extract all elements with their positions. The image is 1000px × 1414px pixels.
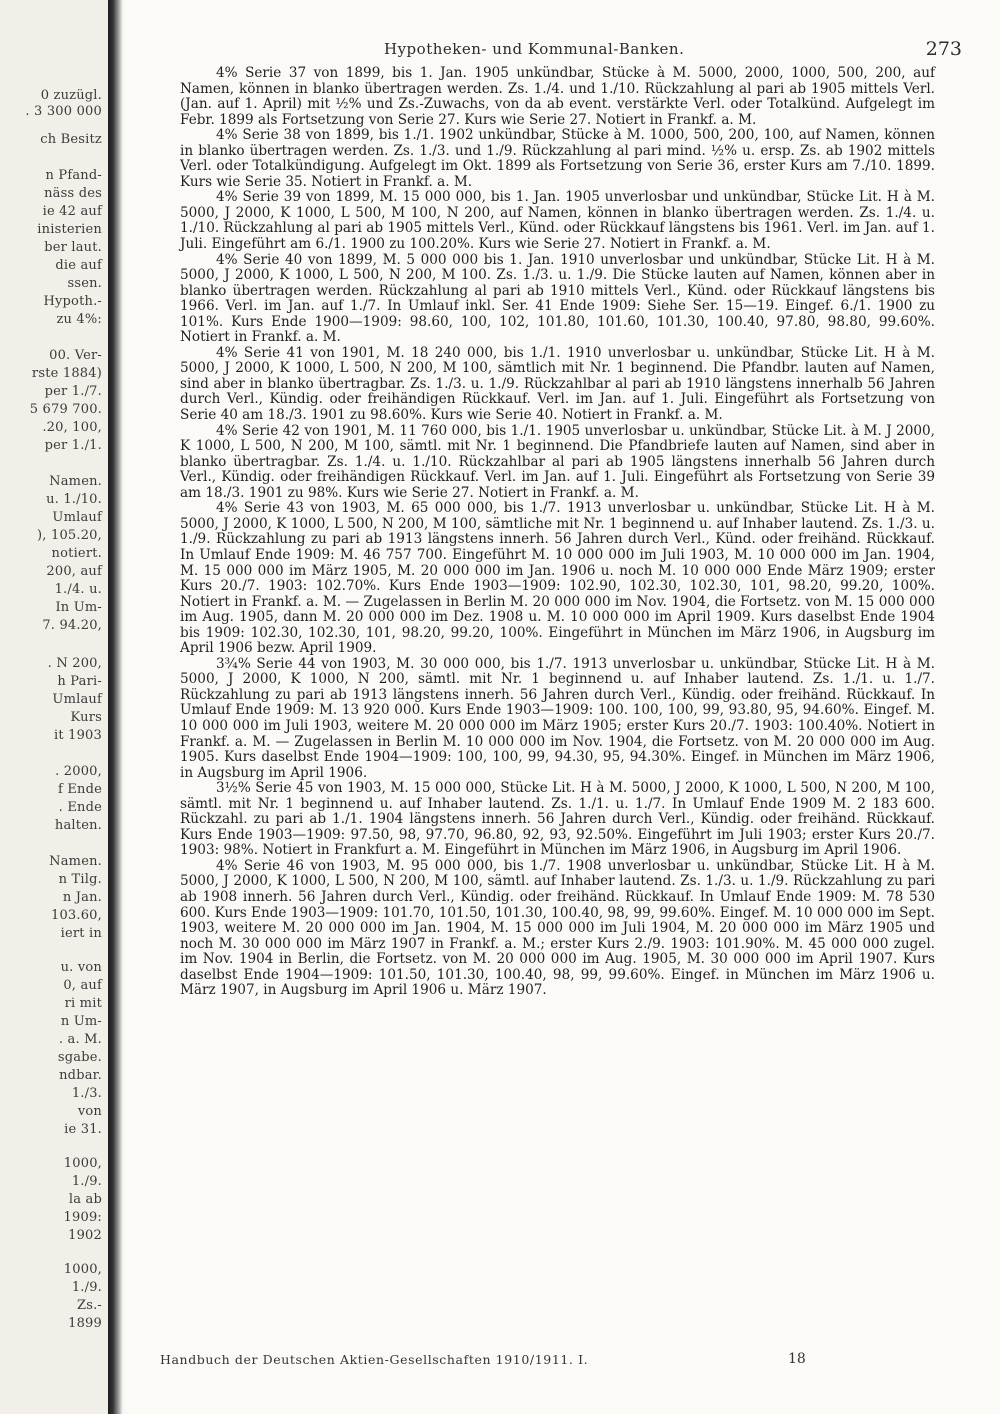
page-number: 273 [925,38,962,60]
margin-fragment: Hypoth.- [43,294,102,309]
entry-serie-46: 4% Serie 46 von 1903, M. 95 000 000, bis 1./7. 1908 unverlosbar u. unkündbar, Stücke Lit. H à M. 5000, J 2000, K 1000, L 500, N 200, M 100, sämtl. auf Inhaber lautend. Zs. 1./3. u. 1./9. Rückzahlung zu pari ab 1908 innerh. 56 Jahren durch Verl., Kündig. oder freihänd. Rückkauf. In Umlauf Ende 1909: M. 78 530 600. Kurs Ende 1903—1909: 101.70, 101.50, 101.30, 100.40, 98, 99, 99.60%. Eingef. M. 10 000 000 im Sept. 1903, weitere M. 20 000 000 im Jan. 1904, M. 15 000 000 im Juli 1904, M. 20 000 000 im März 1905 und noch M. 30 000 000 im März 1907 in Frankf. a. M.; erster Kurs 2./9. 1903: 101.90%. M. 45 000 000 zugel. im Nov. 1904 in Berlin, die Fortsetz. von M. 20 000 000 im Aug. 1905, M. 30 000 000 im April 1907. Kurs daselbst Ende 1904—1909: 101.50, 101.30, 100.40, 98, 99, 99.60%. Eingef. in München im März 1906 u. März 1907, in Augsburg im April 1906 u. März 1907. [180,857,935,999]
margin-fragment: 1000, [63,1156,102,1171]
margin-fragment: 1902 [68,1228,102,1243]
margin-fragment: zu 4%: [56,312,102,327]
margin-fragment: 0, auf [63,978,102,993]
margin-fragment: Namen. [49,854,102,869]
margin-fragment: Zs.- [76,1298,102,1313]
entry-serie-44: 3¾% Serie 44 von 1903, M. 30 000 000, bis 1./7. 1913 unverlosbar u. unkündbar, Stücke Lit. H à M. 5000, J 2000, K 1000, N 200, sämtl. mit Nr. 1 beginnend u. auf Inhaber lautend. Zs. 1./1. u. 1./7. Rückzahlung zu pari ab 1913 längstens innerh. 56 Jahren durch Verl., Kündig. oder freihänd. Rückkauf. In Umlauf Ende 1909: M. 13 920 000. Kurs Ende 1903—1909: 100. 100, 100, 99, 93.80, 95, 94.60%. Eingef. M. 10 000 000 im Juli 1903, weitere M. 20 000 000 im März 1905; erster Kurs 20./7. 1903: 100.40%. Notiert in Frankf. a. M. — Zugelassen in Berlin M. 10 000 000 im Nov. 1904, die Fortsetz. von M. 20 000 000 im Aug. 1905. Kurs daselbst Ende 1904—1909: 100, 100, 99, 94.30, 95, 94.30%. Eingef. in München im März 1906, in Augsburg im April 1906. [180,655,935,781]
margin-fragment: näss des [44,186,102,201]
page-header-title: Hypotheken- und Kommunal-Banken. [384,40,685,58]
margin-fragment: la ab [68,1192,102,1207]
margin-fragment: 1899 [68,1316,102,1331]
margin-fragment: Namen. [49,474,102,489]
margin-fragment: 00. Ver- [49,348,102,363]
margin-fragment: ber laut. [44,240,102,255]
margin-fragment: u. 1./10. [46,492,102,507]
margin-fragment: 1000, [63,1262,102,1277]
margin-fragment: n Tilg. [58,872,102,887]
previous-page-margin [0,0,108,1414]
margin-fragment: inisterien [37,222,102,237]
margin-fragment: Umlauf [52,692,102,707]
book-gutter [108,0,122,1414]
margin-fragment: . 2000, [55,764,102,779]
margin-fragment: 5 679 700. [29,402,102,417]
margin-fragment: . Ende [58,800,102,815]
margin-fragment: 103.60, [50,908,102,923]
margin-fragment: . a. M. [58,1032,102,1047]
margin-fragment: h Pari- [57,674,102,689]
margin-fragment: die auf [55,258,102,273]
entry-serie-38: 4% Serie 38 von 1899, bis 1./1. 1902 unkündbar, Stücke à M. 1000, 500, 200, 100, auf Namen, können in blanko übertragen werden. Zs. 1./3. und 1./9. Rückzahlung al pari mind. ½% u. ersp. Zs. ab 1902 mittels Verl. oder Totalkündigung. Aufgelegt im Okt. 1899 als Fortsetzung von Serie 36, erster Kurs am 7./10. 1899. Kurs wie Serie 35. Notiert in Frankf. a. M. [180,127,935,190]
margin-fragment: iert in [60,926,102,941]
margin-fragment: ie 42 auf [42,204,102,219]
margin-fragment: per 1./1. [44,438,102,453]
entry-serie-39: 4% Serie 39 von 1899, M. 15 000 000, bis 1. Jan. 1905 unverlosbar und unkündbar, Stücke Lit. H à M. 5000, J 2000, K 1000, L 500, M 100, N 200, auf Namen, können in blanko übertragen werden. Zs. 1./4. u. 1./10. Rückzahlung al pari ab 1905 mittels Verl., Künd. oder Rückkauf längstens bis 1961. Verl. im Jan. auf 1. Juli. Eingeführt am 6./1. 1900 zu 100.20%. Kurs wie Serie 27. Notiert in Frankf. a. M. [180,189,935,253]
margin-fragment: 0 zuzügl. [40,88,102,103]
margin-fragment: n Jan. [62,890,102,905]
entry-serie-37: 4% Serie 37 von 1899, bis 1. Jan. 1905 unkündbar, Stücke à M. 5000, 2000, 1000, 500, 200, auf Namen, können in blanko übertragen werden. Zs. 1./4. und 1./10. Rückzahlung al pari ab 1905 mittels Verl. (Jan. auf 1. April) mit ½% und Zs.-Zuwachs, von da ab event. verstärkte Verl. oder Totalkünd. Aufgelegt im Febr. 1899 als Fortsetzung von Serie 27. Kurs wie Serie 27. Notiert in Frankf. a. M. [180,65,935,128]
margin-fragment: sgabe. [57,1050,102,1065]
margin-fragment: 1909: [63,1210,102,1225]
margin-fragment: 1./3. [71,1086,102,1101]
margin-fragment: rste 1884) [31,366,102,381]
margin-fragment: 1./9. [71,1174,102,1189]
page-footer: Handbuch der Deutschen Aktien-Gesellschaften 1910/1911. I. [160,1352,589,1367]
margin-fragment: von [77,1104,102,1119]
main-text [180,66,935,999]
margin-fragment: halten. [54,818,102,833]
margin-fragment: Umlauf [52,510,102,525]
margin-fragment: ssen. [67,276,102,291]
margin-fragment: 200, auf [46,564,102,579]
signature-mark: 18 [788,1351,806,1367]
margin-fragment: notiert. [51,546,102,561]
margin-fragment: ndbar. [59,1068,102,1083]
margin-fragment: n Pfand- [45,168,102,183]
margin-fragment: ), 105.20, [37,528,102,543]
margin-fragment: per 1./7. [44,384,102,399]
margin-fragment: ch Besitz [40,132,102,147]
margin-fragment: it 1903 [54,728,102,743]
margin-fragment: f Ende [57,782,102,797]
margin-fragment: n Um- [60,1014,102,1029]
entry-serie-43: 4% Serie 43 von 1903, M. 65 000 000, bis 1./7. 1913 unverlosbar u. unkündbar, Stücke Lit. H à M. 5000, J 2000, K 1000, L 500, N 200, M 100, sämtliche mit Nr. 1 beginnend u. auf Inhaber lautend. Zs. 1./3. u. 1./9. Rückzahlung zu pari ab 1913 längstens innerh. 56 Jahren durch Verl., Künd. oder freihänd. Rückkauf. In Umlauf Ende 1909: M. 46 757 700. Eingeführt M. 10 000 000 im Juli 1903, M. 10 000 000 im Jan. 1904, M. 15 000 000 im März 1905, M. 20 000 000 im Jan. 1906 u. noch M. 10 000 000 Ende März 1909; erster Kurs 20./7. 1903: 102.70%. Kurs Ende 1903—1909: 102.90, 102.30, 102.30, 101, 98.20, 99.20, 100%. Notiert in Frankf. a. M. — Zugelassen in Berlin M. 20 000 000 im Nov. 1904, die Fortsetz. von M. 15 000 000 im Aug. 1905, dann M. 20 000 000 im Dez. 1908 u. M. 10 000 000 im April 1909. Kurs daselbst Ende 1904 bis 1909: 102.30, 102.30, 101, 98.20, 99.20, 100%. Eingeführt in München im März 1906, in Augsburg im April 1906 bezw. April 1909. [180,500,936,657]
margin-fragment: 7. 94.20, [42,618,102,633]
margin-fragment: . N 200, [47,656,102,671]
entry-serie-41: 4% Serie 41 von 1901, M. 18 240 000, bis 1./1. 1910 unverlosbar u. unkündbar, Stücke Lit. H à M. 5000, J 2000, K 1000, L 500, N 200, M 100, sämtlich mit Nr. 1 beginnend. Die Pfandbr. lauten auf Namen, sind aber in blanko übertragbar. Zs. 1./3. u. 1./9. Rückzahlbar al pari ab 1910 längstens innerhalb 56 Jahren durch Verl., Kündig. oder freihändigen Rückkauf. Verl. im Jan. auf 1. Juli. Eingeführt als Fortsetzung von Serie 40 am 18./3. 1901 zu 98.60%. Kurs wie Serie 40. Notiert in Frankf. a. M. [180,344,935,424]
margin-fragment: u. von [60,960,102,975]
margin-fragment: ie 31. [64,1122,102,1137]
margin-fragment: In Um- [55,600,102,615]
margin-fragment: 1./4. u. [54,582,102,597]
margin-fragment: . 3 300 000 [25,104,102,119]
margin-fragment: .20, 100, [42,420,102,435]
margin-fragment: Kurs [70,710,102,725]
entry-serie-40: 4% Serie 40 von 1899, M. 5 000 000 bis 1. Jan. 1910 unverlosbar und unkündbar, Stücke Lit. H à M. 5000, J 2000, K 1000, L 500, N 200, M 100. Zs. 1./3. u. 1./9. Die Stücke lauten auf Namen, können aber in blanko übertragen werden. Rückzahlung al pari ab 1910 mittels Verl., Künd. oder Rückkauf längstens bis 1966. Verl. im Jan. auf 1./7. In Umlauf inkl. Ser. 41 Ende 1909: Siehe Ser. 15—19. Eingef. 6./1. 1900 zu 101%. Kurs Ende 1900—1909: 98.60, 100, 102, 101.80, 101.60, 101.30, 100.40, 97.80, 98.80, 99.60%. Notiert in Frankf. a. M. [180,251,935,346]
margin-fragment: 1./9. [71,1280,102,1295]
entry-serie-42: 4% Serie 42 von 1901, M. 11 760 000, bis 1./1. 1905 unverlosbar u. unkündbar, Stücke Lit. à M. J 2000, K 1000, L 500, N 200, M 100, sämtl. mit Nr. 1 beginnend. Die Pfandbriefe lauten auf Namen, sind aber in blanko übertragbar. Zs. 1./4. u. 1./10. Rückzahlbar al pari ab 1905 längstens innerhalb 56 Jahren durch Verl., Kündig. oder freihändigen Rückkauf. Verl. im Jan. auf 1. Juli. Eingeführt als Fortsetzung von Serie 39 am 18./3. 1901 zu 98%. Kurs wie Serie 27. Notiert in Frankf. a. M. [180,422,935,501]
entry-serie-45: 3½% Serie 45 von 1903, M. 15 000 000, Stücke Lit. H à M. 5000, J 2000, K 1000, L 500, N 200, M 100, sämtl. mit Nr. 1 beginnend u. auf Inhaber lautend. Zs. 1./1. u. 1./7. In Umlauf Ende 1909 M. 2 183 600. Rückzahl. zu pari ab 1./1. 1904 längstens innerh. 56 Jahren durch Verl., Kündig. oder freihänd. Rückkauf. Kurs Ende 1903—1909: 97.50, 98, 97.70, 96.80, 92, 93, 92.50%. Eingeführt im Juli 1903; erster Kurs 20./7. 1903: 98%. Notiert in Frankfurt a. M. Eingeführt in München im März 1906, in Augsburg im April 1906. [180,780,935,859]
margin-fragment: ri mit [64,996,102,1011]
